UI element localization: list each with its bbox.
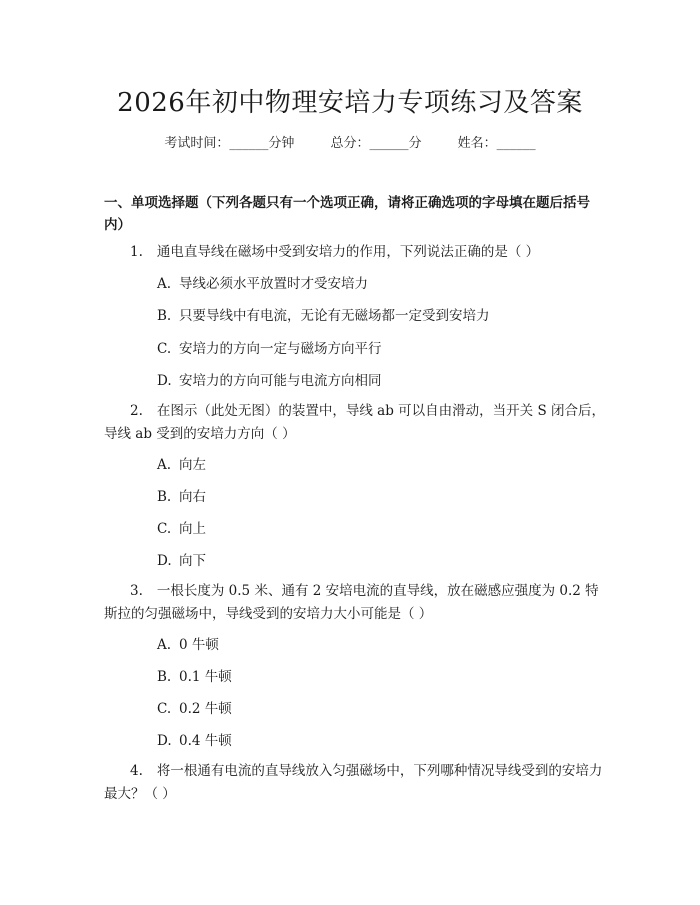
question-text: 在图示（此处无图）的装置中，导线 ab 可以自由滑动，当开关 S 闭合后，导线 ab 受到的安培力方向（ ） [104,403,605,442]
question-1-option-d [157,371,382,391]
option-text: 向上 [179,521,206,537]
option-text: 0.4 牛顿 [179,733,232,749]
option-text: 安培力的方向可能与电流方向相同 [179,373,382,389]
question-1-option-c [157,339,382,359]
option-text: 向右 [179,489,206,505]
option-letter: C. [157,521,172,537]
exam-time-field [164,136,294,151]
question-2-option-b [157,487,206,507]
question-3-option-d [157,731,232,751]
exam-time-unit: 分钟 [268,136,295,151]
total-score-unit: 分 [408,136,422,151]
question-number: 1. [130,244,143,260]
question-text: 通电直导线在磁场中受到安培力的作用，下列说法正确的是（ ） [156,244,540,260]
option-letter: D. [157,373,172,389]
option-letter: C. [157,701,172,717]
total-score-label: 总分： [330,136,370,151]
question-text: 一根长度为 0.5 米、通有 2 安培电流的直导线，放在磁感应强度为 0.2 特斯拉的匀强磁场中，导线受到的安培力大小可能是（ ） [104,583,599,622]
question-3 [104,580,609,626]
question-number: 4. [130,763,143,779]
question-2-option-c [157,519,206,539]
question-number: 2. [130,403,143,419]
question-4 [104,760,609,806]
option-text: 向下 [179,553,206,569]
option-letter: B. [157,308,172,324]
total-score-blank: ______ [369,136,409,151]
exam-time-blank: ______ [229,136,269,151]
option-letter: D. [157,553,172,569]
question-1 [104,241,609,264]
question-3-option-c [157,699,232,719]
option-text: 导线必须水平放置时才受安培力 [179,276,368,292]
option-letter: B. [157,489,172,505]
question-text: 将一根通有电流的直导线放入匀强磁场中，下列哪种情况导线受到的安培力最大？（ ） [104,763,603,802]
option-text: 向左 [179,457,206,473]
student-name-field [458,136,536,151]
question-number: 3. [130,583,143,599]
exam-info-line [0,132,700,151]
question-1-option-a [157,274,368,294]
option-letter: C. [157,341,172,357]
question-3-option-a [157,635,219,655]
exam-time-label: 考试时间： [164,136,230,151]
document-title: 2026年初中物理安培力专项练习及答案 [117,88,583,118]
option-letter: A. [157,457,172,473]
section-heading: 一、单项选择题（下列各题只有一个选项正确，请将正确选项的字母填在题后括号内） [104,195,590,233]
option-text: 安培力的方向一定与磁场方向平行 [179,341,382,357]
total-score-field [330,136,421,151]
question-1-option-b [157,306,490,326]
student-name-label: 姓名： [457,136,497,151]
question-2-option-d [157,551,206,571]
student-name-blank: ______ [496,136,536,151]
option-text: 0.2 牛顿 [179,701,232,717]
option-letter: B. [157,669,172,685]
option-text: 0.1 牛顿 [179,669,232,685]
option-letter: A. [157,276,172,292]
option-text: 只要导线中有电流，无论有无磁场都一定受到安培力 [179,308,490,324]
question-2 [104,400,609,446]
option-text: 0 牛顿 [179,637,219,653]
option-letter: A. [157,637,172,653]
question-3-option-b [157,667,232,687]
option-letter: D. [157,733,172,749]
question-2-option-a [157,455,206,475]
